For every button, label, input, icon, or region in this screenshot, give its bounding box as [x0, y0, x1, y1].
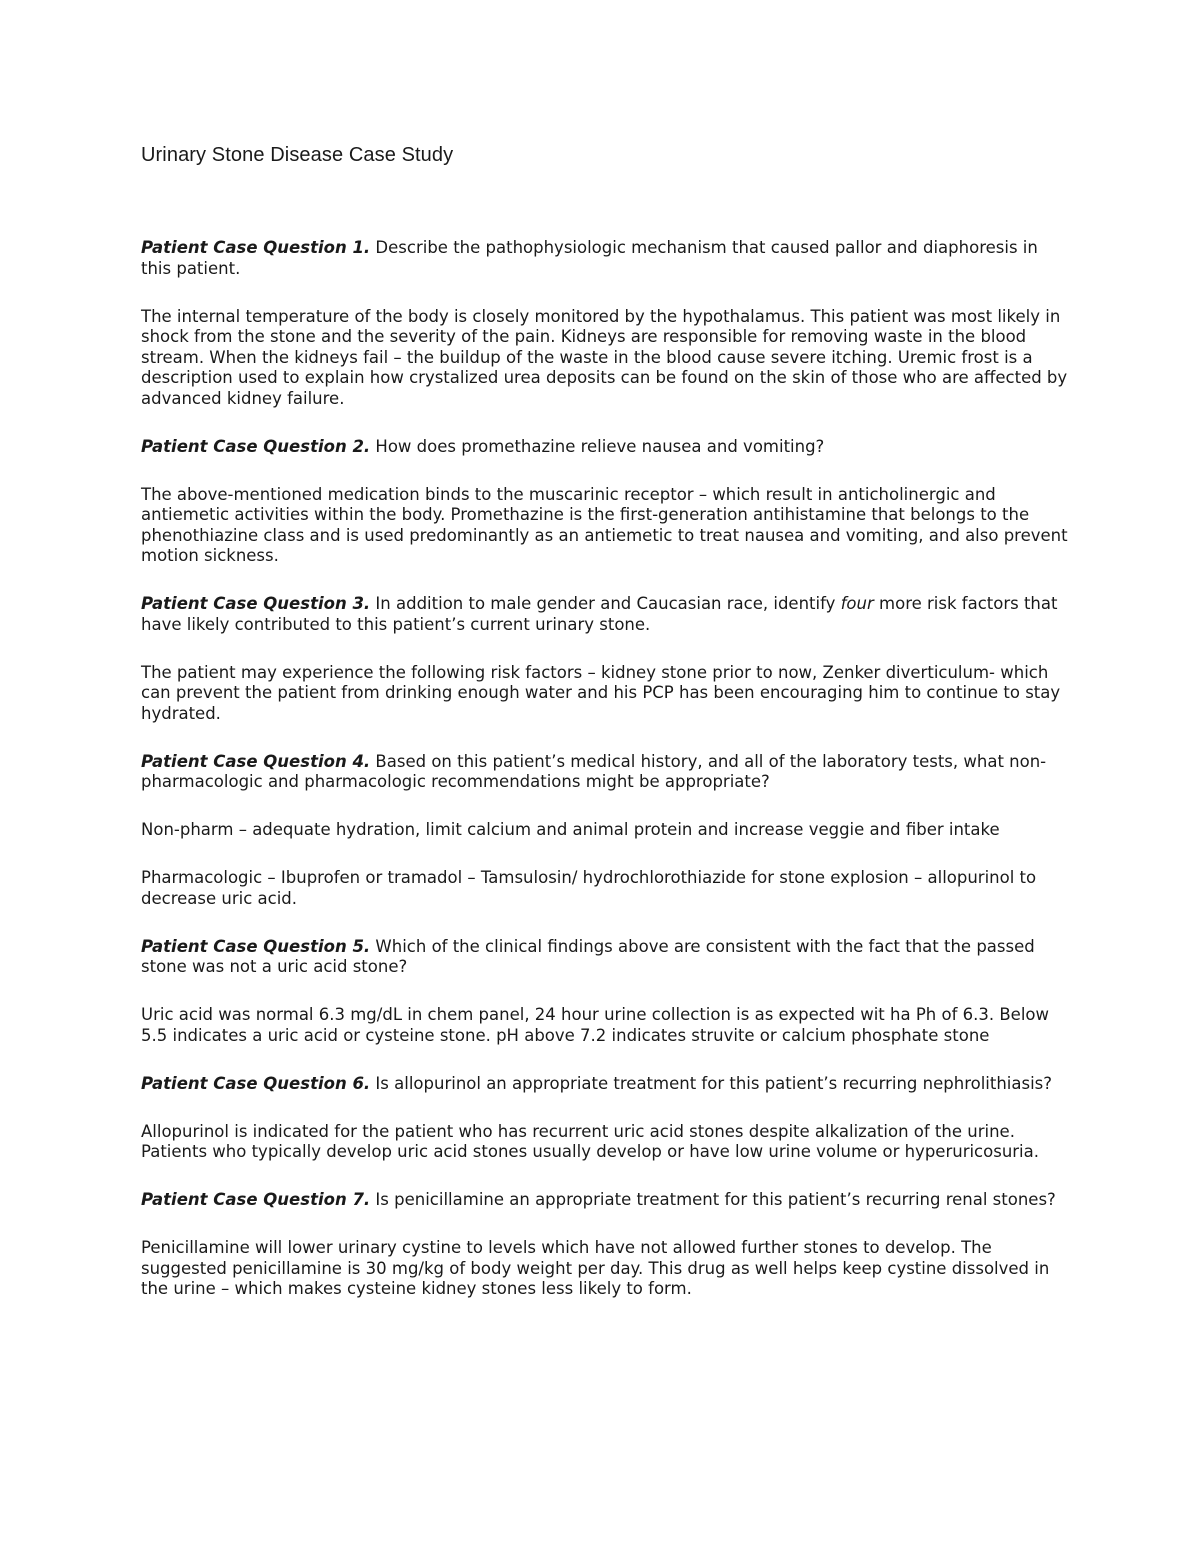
question-5	[141, 937, 1071, 978]
question-7	[141, 1190, 1071, 1211]
document-page	[141, 140, 1071, 1327]
question-1-prompt: Describe the pathophysiologic mechanism that caused pallor and diaphoresis in this patient.	[141, 238, 1038, 278]
answer-7: Penicillamine will lower urinary cystine to levels which have not allowed further stones to develop. The suggested penicillamine is 30 mg/kg of body weight per day. This drug as well helps keep cystine dissolved in the urine – which makes cysteine kidney stones less likely to form.	[141, 1238, 1050, 1298]
answer-4-pharmacologic: Pharmacologic – Ibuprofen or tramadol – Tamsulosin/ hydrochlorothiazide for stone explosion – allopurinol to decrease uric acid.	[141, 868, 1037, 908]
question-1	[141, 238, 1071, 279]
question-6-label: Patient Case Question 6.	[141, 1073, 371, 1093]
question-5-label: Patient Case Question 5.	[141, 936, 371, 956]
question-6	[141, 1074, 1071, 1095]
document-title: Urinary Stone Disease Case Study	[141, 144, 454, 166]
question-3-prompt-after: more risk factors that have likely contributed to this patient’s current urinary stone.	[141, 594, 1058, 634]
question-3-prompt-emphasis: four	[840, 594, 874, 613]
answer-1: The internal temperature of the body is closely monitored by the hypothalamus. This patient was most likely in shock from the stone and the severity of the pain. Kidneys are responsible for removing waste in the blood stream. When the kidneys fail – the buildup of the waste in the blood cause severe itching. Uremic frost is a description used to explain how crystalized urea deposits can be found on the skin of those who are affected by advanced kidney failure.	[141, 306, 1068, 408]
question-6-prompt: Is allopurinol an appropriate treatment for this patient’s recurring nephrolithiasis?	[370, 1073, 1053, 1093]
question-4-prompt: Based on this patient’s medical history, and all of the laboratory tests, what non-pharmacologic and pharmacologic recommendations might be appropriate?	[141, 751, 1047, 791]
question-4-label: Patient Case Question 4.	[141, 751, 371, 771]
question-5-prompt: Which of the clinical findings above are consistent with the fact that the passed stone was not a uric acid stone?	[141, 936, 1035, 976]
answer-5: Uric acid was normal 6.3 mg/dL in chem panel, 24 hour urine collection is as expected wit ha Ph of 6.3. Below 5.5 indicates a uric acid or cysteine stone. pH above 7.2 indicates struvite or calcium phosphate stone	[141, 1005, 1049, 1045]
question-3-prompt-before: In addition to male gender and Caucasian race, identify	[370, 594, 841, 613]
answer-6: Allopurinol is indicated for the patient who has recurrent uric acid stones despite alkalization of the urine. Patients who typically develop uric acid stones usually develop or have low urine volume or hyperuricosuria.	[141, 1121, 1040, 1161]
question-3-label: Patient Case Question 3.	[141, 594, 371, 613]
answer-3: The patient may experience the following risk factors – kidney stone prior to now, Zenker diverticulum- which can prevent the patient from drinking enough water and his PCP has been encouraging him to continue to stay hydrated.	[141, 662, 1061, 723]
answer-4-non-pharm: Non-pharm – adequate hydration, limit calcium and animal protein and increase veggie and fiber intake	[141, 820, 1000, 839]
question-4	[141, 752, 1071, 793]
question-7-label: Patient Case Question 7.	[141, 1190, 371, 1209]
question-2-label: Patient Case Question 2.	[141, 436, 371, 456]
answer-2: The above-mentioned medication binds to the muscarinic receptor – which result in anticholinergic and antiemetic activities within the body. Promethazine is the first-generation antihistamine that belongs to the phenothiazine class and is used predominantly as an antiemetic to treat nausea and vomiting, and also prevent motion sickness.	[141, 484, 1068, 565]
question-3	[141, 594, 1071, 635]
question-7-prompt: Is penicillamine an appropriate treatment for this patient’s recurring renal stones?	[370, 1190, 1056, 1209]
question-2-prompt: How does promethazine relieve nausea and vomiting?	[370, 436, 825, 456]
question-2	[141, 437, 1071, 458]
question-1-label: Patient Case Question 1.	[141, 238, 371, 257]
